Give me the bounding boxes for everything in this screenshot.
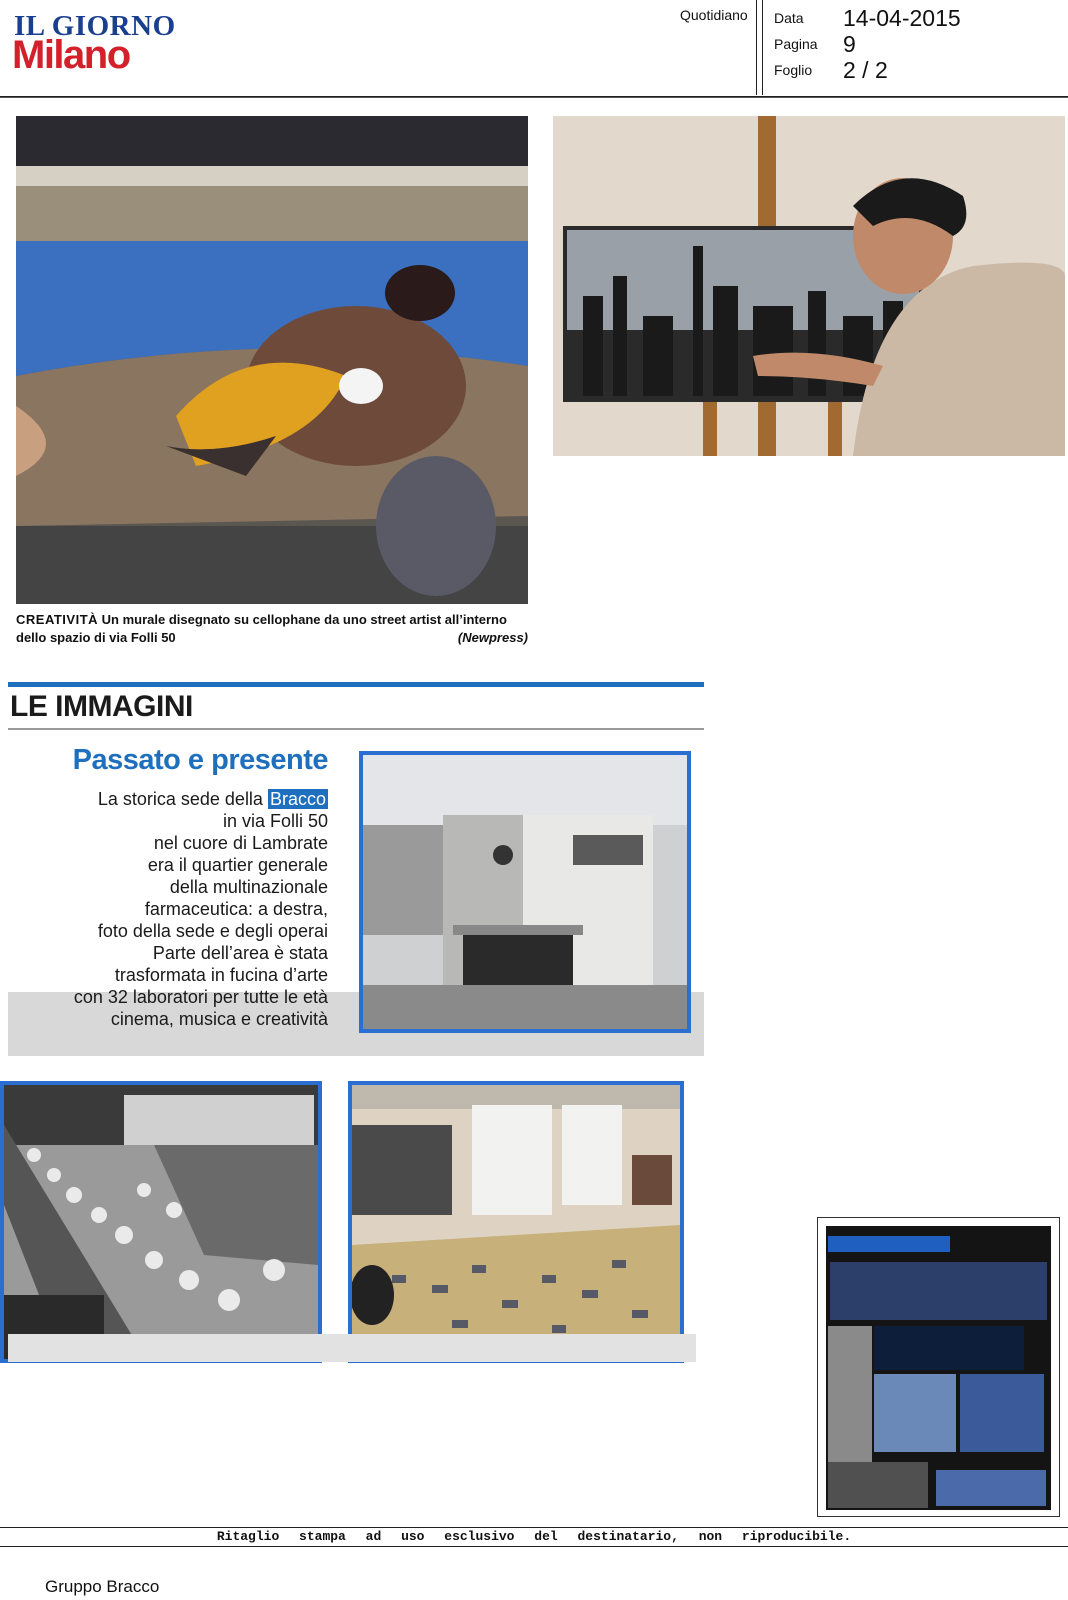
footer-rule xyxy=(0,1546,1068,1547)
body-line: era il quartier generale xyxy=(147,855,328,875)
section-body xyxy=(20,788,328,1030)
caption-text: Un murale disegnato su cellophane da uno street artist all’interno dello spazio di via Folli 50 xyxy=(16,612,507,645)
body-line: della multinazionale xyxy=(169,877,328,897)
meta-value-page: 9 xyxy=(843,31,856,57)
meta-value-sheet: 2 / 2 xyxy=(843,57,888,83)
body-line: Parte dell’area è stata xyxy=(152,943,328,963)
mural-photo xyxy=(16,116,528,604)
body-line: farmaceutica: a destra, xyxy=(144,899,328,919)
installation-photo xyxy=(348,1081,684,1363)
publication-type: Quotidiano xyxy=(680,7,748,23)
painter-photo xyxy=(553,116,1065,456)
header-divider xyxy=(762,0,763,95)
page-thumbnail xyxy=(817,1217,1060,1517)
caption-keyword: CREATIVITÀ xyxy=(16,612,99,627)
client-name: Gruppo Bracco xyxy=(45,1577,160,1596)
section-rule xyxy=(8,728,704,730)
header-divider xyxy=(756,0,757,95)
body-line: nel cuore di Lambrate xyxy=(153,833,328,853)
newspaper-logo-bottom: Milano xyxy=(12,33,130,77)
mural-caption xyxy=(16,611,528,647)
body-line: cinema, musica e creatività xyxy=(110,1009,328,1029)
footer-rule xyxy=(0,1527,1068,1528)
body-line: La storica sede della Bracco xyxy=(97,789,326,809)
meta-label-page: Pagina xyxy=(774,36,818,52)
section-accent-bar xyxy=(8,682,704,687)
meta-label-date: Data xyxy=(774,10,804,26)
grey-band xyxy=(8,1334,696,1362)
body-line: con 32 laboratori per tutte le età xyxy=(73,987,328,1007)
meta-value-date: 14-04-2015 xyxy=(843,5,961,31)
newspaper-logo-top: IL GIORNO xyxy=(14,10,176,42)
meta-label-sheet: Foglio xyxy=(774,62,813,78)
body-line: in via Folli 50 xyxy=(222,811,328,831)
section-title: LE IMMAGINI xyxy=(10,690,193,723)
header-separator xyxy=(0,97,1068,98)
highlight-bracco: Bracco xyxy=(269,789,326,809)
footer-notice: Ritaglio stampa ad uso esclusivo del destinatario, non riproducibile. xyxy=(216,1529,852,1544)
caption-credit: (Newpress) xyxy=(457,630,528,645)
building-photo xyxy=(359,751,691,1033)
factory-photo xyxy=(0,1081,322,1363)
body-line: foto della sede e degli operai xyxy=(97,921,328,941)
body-line: trasformata in fucina d’arte xyxy=(114,965,328,985)
section-subhead: Passato e presente xyxy=(72,744,328,776)
